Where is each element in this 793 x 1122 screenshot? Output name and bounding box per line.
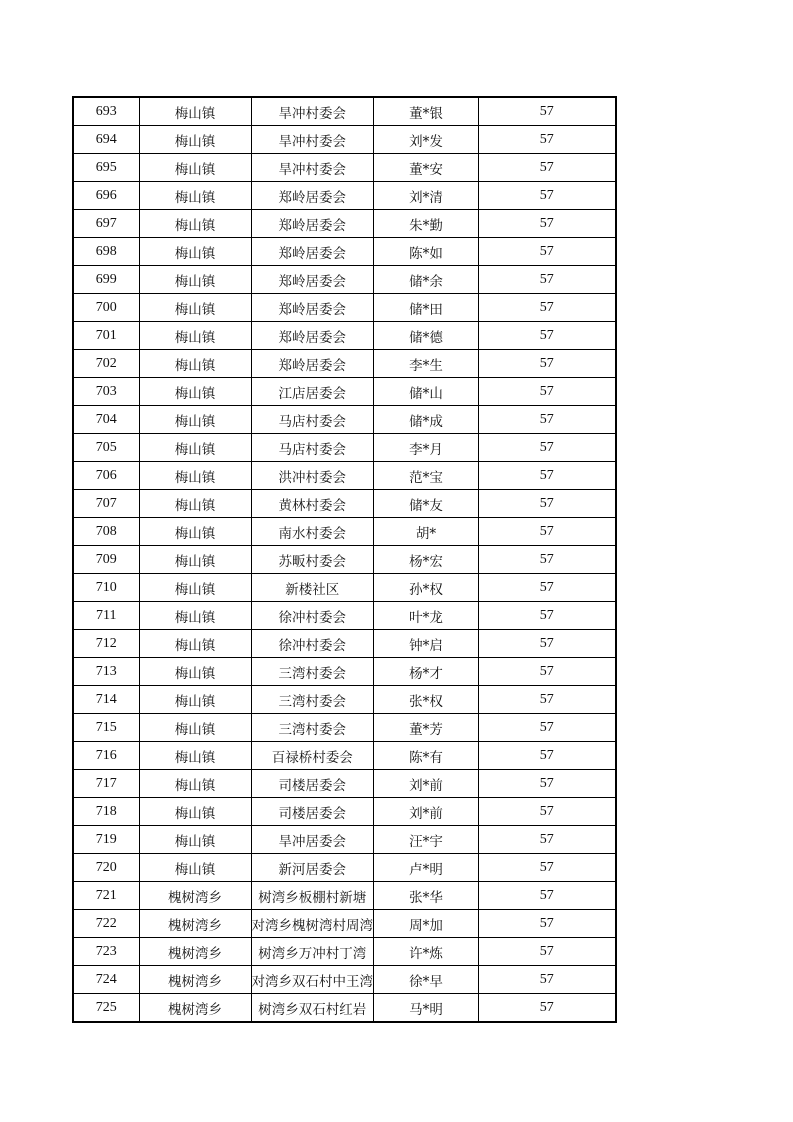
township-cell: 梅山镇 [139, 826, 251, 854]
name-cell: 刘*发 [374, 126, 479, 154]
value-cell: 57 [479, 686, 616, 714]
township-cell: 槐树湾乡 [139, 994, 251, 1023]
table-row [73, 266, 616, 294]
township-cell: 梅山镇 [139, 126, 251, 154]
name-cell: 董*银 [374, 97, 479, 126]
table-row [73, 210, 616, 238]
township-cell: 梅山镇 [139, 630, 251, 658]
name-cell: 张*华 [374, 882, 479, 910]
township-cell: 梅山镇 [139, 154, 251, 182]
township-cell: 梅山镇 [139, 462, 251, 490]
value-cell: 57 [479, 378, 616, 406]
township-cell: 梅山镇 [139, 210, 251, 238]
value-cell: 57 [479, 406, 616, 434]
committee-cell: 黄林村委会 [251, 490, 374, 518]
committee-cell: 旱冲村委会 [251, 97, 374, 126]
value-cell: 57 [479, 322, 616, 350]
township-cell: 梅山镇 [139, 714, 251, 742]
township-cell: 梅山镇 [139, 322, 251, 350]
row-number-cell: 709 [73, 546, 139, 574]
value-cell: 57 [479, 97, 616, 126]
committee-cell: 郑岭居委会 [251, 294, 374, 322]
table-row [73, 546, 616, 574]
name-cell: 董*芳 [374, 714, 479, 742]
name-cell: 胡* [374, 518, 479, 546]
township-cell: 梅山镇 [139, 238, 251, 266]
row-number-cell: 707 [73, 490, 139, 518]
row-number-cell: 695 [73, 154, 139, 182]
value-cell: 57 [479, 602, 616, 630]
township-cell: 梅山镇 [139, 658, 251, 686]
name-cell: 储*友 [374, 490, 479, 518]
table-row [73, 714, 616, 742]
name-cell: 李*月 [374, 434, 479, 462]
committee-cell: 三湾村委会 [251, 686, 374, 714]
table-row [73, 938, 616, 966]
table-row [73, 994, 616, 1023]
name-cell: 陈*如 [374, 238, 479, 266]
row-number-cell: 725 [73, 994, 139, 1023]
committee-cell: 郑岭居委会 [251, 238, 374, 266]
row-number-cell: 701 [73, 322, 139, 350]
row-number-cell: 703 [73, 378, 139, 406]
table-row [73, 630, 616, 658]
value-cell: 57 [479, 854, 616, 882]
committee-cell: 郑岭居委会 [251, 266, 374, 294]
committee-cell: 新楼社区 [251, 574, 374, 602]
township-cell: 梅山镇 [139, 546, 251, 574]
row-number-cell: 694 [73, 126, 139, 154]
committee-cell: 旱冲村委会 [251, 154, 374, 182]
row-number-cell: 719 [73, 826, 139, 854]
row-number-cell: 710 [73, 574, 139, 602]
name-cell: 刘*前 [374, 770, 479, 798]
name-cell: 范*宝 [374, 462, 479, 490]
value-cell: 57 [479, 770, 616, 798]
name-cell: 朱*勤 [374, 210, 479, 238]
name-cell: 卢*明 [374, 854, 479, 882]
value-cell: 57 [479, 574, 616, 602]
table-row [73, 602, 616, 630]
row-number-cell: 696 [73, 182, 139, 210]
township-cell: 梅山镇 [139, 798, 251, 826]
table-row [73, 434, 616, 462]
value-cell: 57 [479, 266, 616, 294]
name-cell: 徐*早 [374, 966, 479, 994]
committee-cell: 徐冲村委会 [251, 630, 374, 658]
committee-cell: 洪冲村委会 [251, 462, 374, 490]
committee-cell: 郑岭居委会 [251, 210, 374, 238]
name-cell: 储*德 [374, 322, 479, 350]
township-cell: 梅山镇 [139, 294, 251, 322]
committee-cell: 马店村委会 [251, 406, 374, 434]
value-cell: 57 [479, 210, 616, 238]
table-row [73, 350, 616, 378]
township-cell: 槐树湾乡 [139, 966, 251, 994]
value-cell: 57 [479, 126, 616, 154]
value-cell: 57 [479, 518, 616, 546]
row-number-cell: 714 [73, 686, 139, 714]
township-cell: 梅山镇 [139, 686, 251, 714]
committee-cell: 司楼居委会 [251, 770, 374, 798]
table-row [73, 826, 616, 854]
township-cell: 槐树湾乡 [139, 938, 251, 966]
name-cell: 储*余 [374, 266, 479, 294]
value-cell: 57 [479, 546, 616, 574]
row-number-cell: 706 [73, 462, 139, 490]
value-cell: 57 [479, 658, 616, 686]
table-row [73, 238, 616, 266]
township-cell: 梅山镇 [139, 490, 251, 518]
table-row [73, 686, 616, 714]
row-number-cell: 717 [73, 770, 139, 798]
value-cell: 57 [479, 462, 616, 490]
table-row [73, 322, 616, 350]
value-cell: 57 [479, 714, 616, 742]
row-number-cell: 718 [73, 798, 139, 826]
committee-cell: 百禄桥村委会 [251, 742, 374, 770]
name-cell: 周*加 [374, 910, 479, 938]
table-row [73, 770, 616, 798]
township-cell: 梅山镇 [139, 518, 251, 546]
name-cell: 许*炼 [374, 938, 479, 966]
committee-cell: 郑岭居委会 [251, 350, 374, 378]
committee-cell: 南水村委会 [251, 518, 374, 546]
township-cell: 梅山镇 [139, 854, 251, 882]
value-cell: 57 [479, 490, 616, 518]
row-number-cell: 723 [73, 938, 139, 966]
name-cell: 汪*宇 [374, 826, 479, 854]
township-cell: 梅山镇 [139, 742, 251, 770]
name-cell: 储*山 [374, 378, 479, 406]
row-number-cell: 716 [73, 742, 139, 770]
value-cell: 57 [479, 994, 616, 1023]
township-cell: 槐树湾乡 [139, 882, 251, 910]
row-number-cell: 704 [73, 406, 139, 434]
row-number-cell: 697 [73, 210, 139, 238]
value-cell: 57 [479, 910, 616, 938]
row-number-cell: 722 [73, 910, 139, 938]
row-number-cell: 721 [73, 882, 139, 910]
table-row [73, 910, 616, 938]
name-cell: 杨*宏 [374, 546, 479, 574]
name-cell: 储*田 [374, 294, 479, 322]
committee-cell: 旱冲村委会 [251, 126, 374, 154]
committee-cell: 树湾乡万冲村丁湾 [251, 938, 374, 966]
value-cell: 57 [479, 798, 616, 826]
value-cell: 57 [479, 630, 616, 658]
row-number-cell: 715 [73, 714, 139, 742]
committee-cell: 旱冲居委会 [251, 826, 374, 854]
row-number-cell: 693 [73, 97, 139, 126]
township-cell: 槐树湾乡 [139, 910, 251, 938]
committee-cell: 马店村委会 [251, 434, 374, 462]
table-row [73, 798, 616, 826]
row-number-cell: 698 [73, 238, 139, 266]
value-cell: 57 [479, 742, 616, 770]
value-cell: 57 [479, 182, 616, 210]
name-cell: 张*权 [374, 686, 479, 714]
committee-cell: 对湾乡双石村中王湾 [251, 966, 374, 994]
value-cell: 57 [479, 294, 616, 322]
value-cell: 57 [479, 434, 616, 462]
value-cell: 57 [479, 882, 616, 910]
committee-cell: 对湾乡槐树湾村周湾 [251, 910, 374, 938]
table-row [73, 966, 616, 994]
table-row [73, 294, 616, 322]
row-number-cell: 711 [73, 602, 139, 630]
row-number-cell: 724 [73, 966, 139, 994]
committee-cell: 司楼居委会 [251, 798, 374, 826]
township-cell: 梅山镇 [139, 266, 251, 294]
committee-cell: 郑岭居委会 [251, 322, 374, 350]
value-cell: 57 [479, 350, 616, 378]
committee-cell: 徐冲村委会 [251, 602, 374, 630]
name-cell: 钟*启 [374, 630, 479, 658]
committee-cell: 江店居委会 [251, 378, 374, 406]
township-cell: 梅山镇 [139, 378, 251, 406]
row-number-cell: 699 [73, 266, 139, 294]
table-row [73, 882, 616, 910]
value-cell: 57 [479, 938, 616, 966]
table-row [73, 658, 616, 686]
name-cell: 刘*清 [374, 182, 479, 210]
table-row [73, 126, 616, 154]
township-cell: 梅山镇 [139, 602, 251, 630]
table-row [73, 518, 616, 546]
table-row [73, 97, 616, 126]
township-cell: 梅山镇 [139, 350, 251, 378]
name-cell: 董*安 [374, 154, 479, 182]
name-cell: 刘*前 [374, 798, 479, 826]
table-row [73, 854, 616, 882]
committee-cell: 三湾村委会 [251, 714, 374, 742]
committee-cell: 树湾乡双石村红岩 [251, 994, 374, 1023]
row-number-cell: 700 [73, 294, 139, 322]
row-number-cell: 702 [73, 350, 139, 378]
row-number-cell: 708 [73, 518, 139, 546]
row-number-cell: 712 [73, 630, 139, 658]
table-row [73, 378, 616, 406]
committee-cell: 树湾乡板棚村新塘 [251, 882, 374, 910]
table-row [73, 490, 616, 518]
name-cell: 李*生 [374, 350, 479, 378]
table-row [73, 406, 616, 434]
data-table [72, 96, 617, 1023]
table-row [73, 574, 616, 602]
value-cell: 57 [479, 154, 616, 182]
name-cell: 杨*才 [374, 658, 479, 686]
row-number-cell: 705 [73, 434, 139, 462]
committee-cell: 三湾村委会 [251, 658, 374, 686]
table-row [73, 462, 616, 490]
row-number-cell: 713 [73, 658, 139, 686]
row-number-cell: 720 [73, 854, 139, 882]
table-row [73, 154, 616, 182]
township-cell: 梅山镇 [139, 182, 251, 210]
township-cell: 梅山镇 [139, 574, 251, 602]
township-cell: 梅山镇 [139, 770, 251, 798]
committee-cell: 新河居委会 [251, 854, 374, 882]
township-cell: 梅山镇 [139, 97, 251, 126]
township-cell: 梅山镇 [139, 434, 251, 462]
township-cell: 梅山镇 [139, 406, 251, 434]
table-row [73, 182, 616, 210]
name-cell: 叶*龙 [374, 602, 479, 630]
committee-cell: 苏畈村委会 [251, 546, 374, 574]
name-cell: 孙*权 [374, 574, 479, 602]
name-cell: 陈*有 [374, 742, 479, 770]
table-row [73, 742, 616, 770]
value-cell: 57 [479, 238, 616, 266]
value-cell: 57 [479, 966, 616, 994]
table-body [73, 97, 616, 1022]
name-cell: 马*明 [374, 994, 479, 1023]
committee-cell: 郑岭居委会 [251, 182, 374, 210]
value-cell: 57 [479, 826, 616, 854]
name-cell: 储*成 [374, 406, 479, 434]
